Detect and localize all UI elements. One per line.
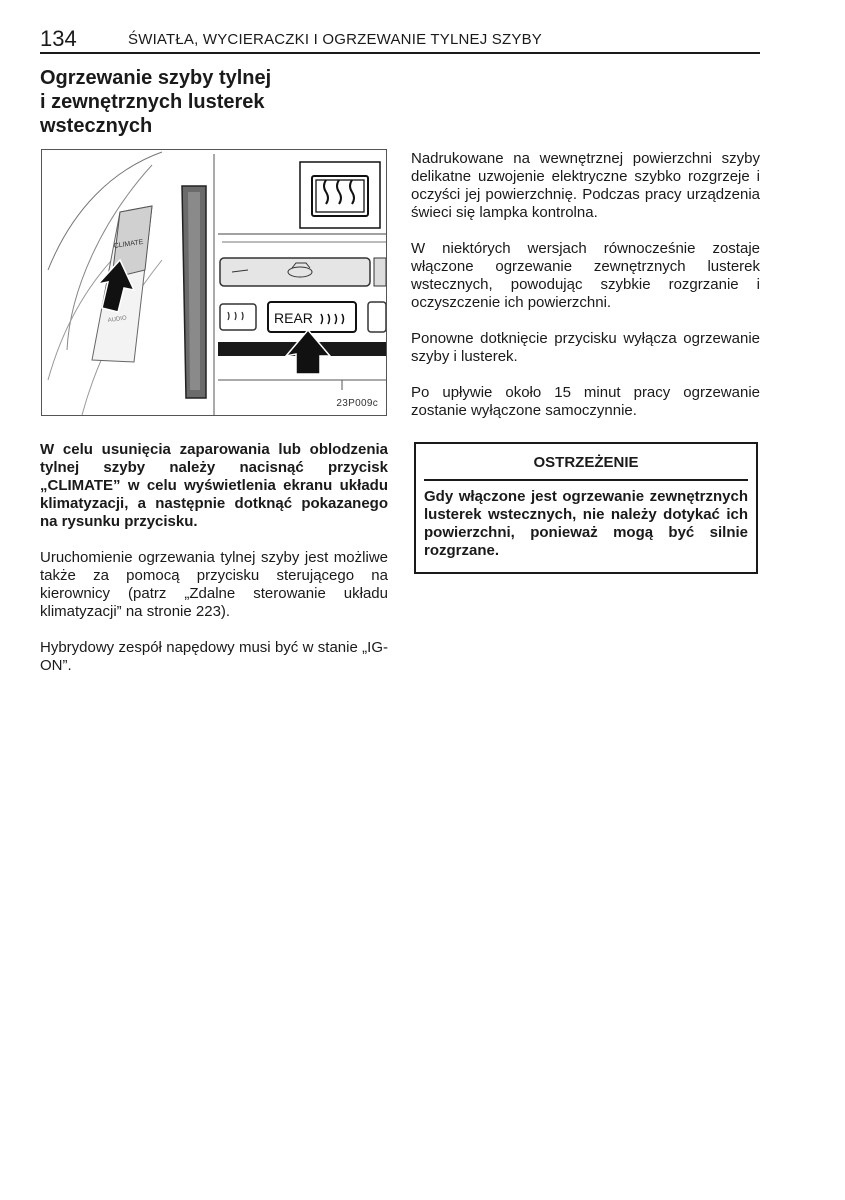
page-header [40,26,760,54]
heading-line-3: wstecznych [40,115,153,137]
heading-line-1: Ogrzewanie szyby tylnej [40,67,272,89]
dashboard-illustration [41,149,387,416]
chapter-title: ŚWIATŁA, WYCIERACZKI I OGRZEWANIE TYLNEJ SZYBY [128,31,542,48]
arrow-up-icon [286,330,330,374]
heading-line-2: i zewnętrznych lusterek [40,91,265,113]
section-heading [40,66,340,138]
header-rule [40,52,760,54]
audio-label: AUDIO [107,315,128,324]
warning-box [414,442,758,574]
left-column [40,441,388,693]
figure-code: 23P009c [336,398,378,409]
dashboard-drawing [42,150,386,415]
hybrid-paragraph: Hybrydowy zespół napędowy musi być w stanie „IG- ON”. [40,639,388,674]
paragraph-2: W niektórych wersjach równocześnie zostaje włączone ogrzewanie zewnętrznych lusterek wstecznych, powodując szybkie rozgrzanie i oczyszczenie ich powierzchni. [411,240,760,311]
warning-text: Gdy włączone jest ogrzewanie zewnętrznych lusterek wstecznych, nie należy dotykać ich powierzchni, ponieważ mogą być silnie rozgrzane. [424,488,748,559]
steering-wheel-paragraph: Uruchomienie ogrzewania tylnej szyby jest możliwe także za pomocą przycisku sterującego na kierownicy (patrz „Zdalne sterowanie układu klimatyzacji” na stronie 223). [40,549,388,620]
warning-rule [424,479,748,481]
warning-title: OSTRZEŻENIE [533,454,639,471]
page-number: 134 [40,26,77,51]
instruction-paragraph: W celu usunięcia zaparowania lub oblodzenia tylnej szyby należy nacisnąć przycisk „CLIMATE” w celu wyświetlenia ekranu układu klimatyzacji, a następnie dotknąć pokazanego na rysunku przycisku. [40,441,388,530]
climate-label: CLIMATE [113,238,144,250]
rear-defrost-label: REAR [274,310,313,326]
right-column [411,150,760,438]
paragraph-1: Nadrukowane na wewnętrznej powierzchni szyby delikatne uzwojenie elektryczne szybko rozgrzeje i oczyści jej powierzchnię. Podczas pracy urządzenia świeci się lampka kontrolna. [411,150,760,221]
paragraph-4: Po upływie około 15 minut pracy ogrzewanie zostanie wyłączone samoczynnie. [411,384,760,419]
paragraph-3: Ponowne dotknięcie przycisku wyłącza ogrzewanie szyby i lusterek. [411,330,760,365]
